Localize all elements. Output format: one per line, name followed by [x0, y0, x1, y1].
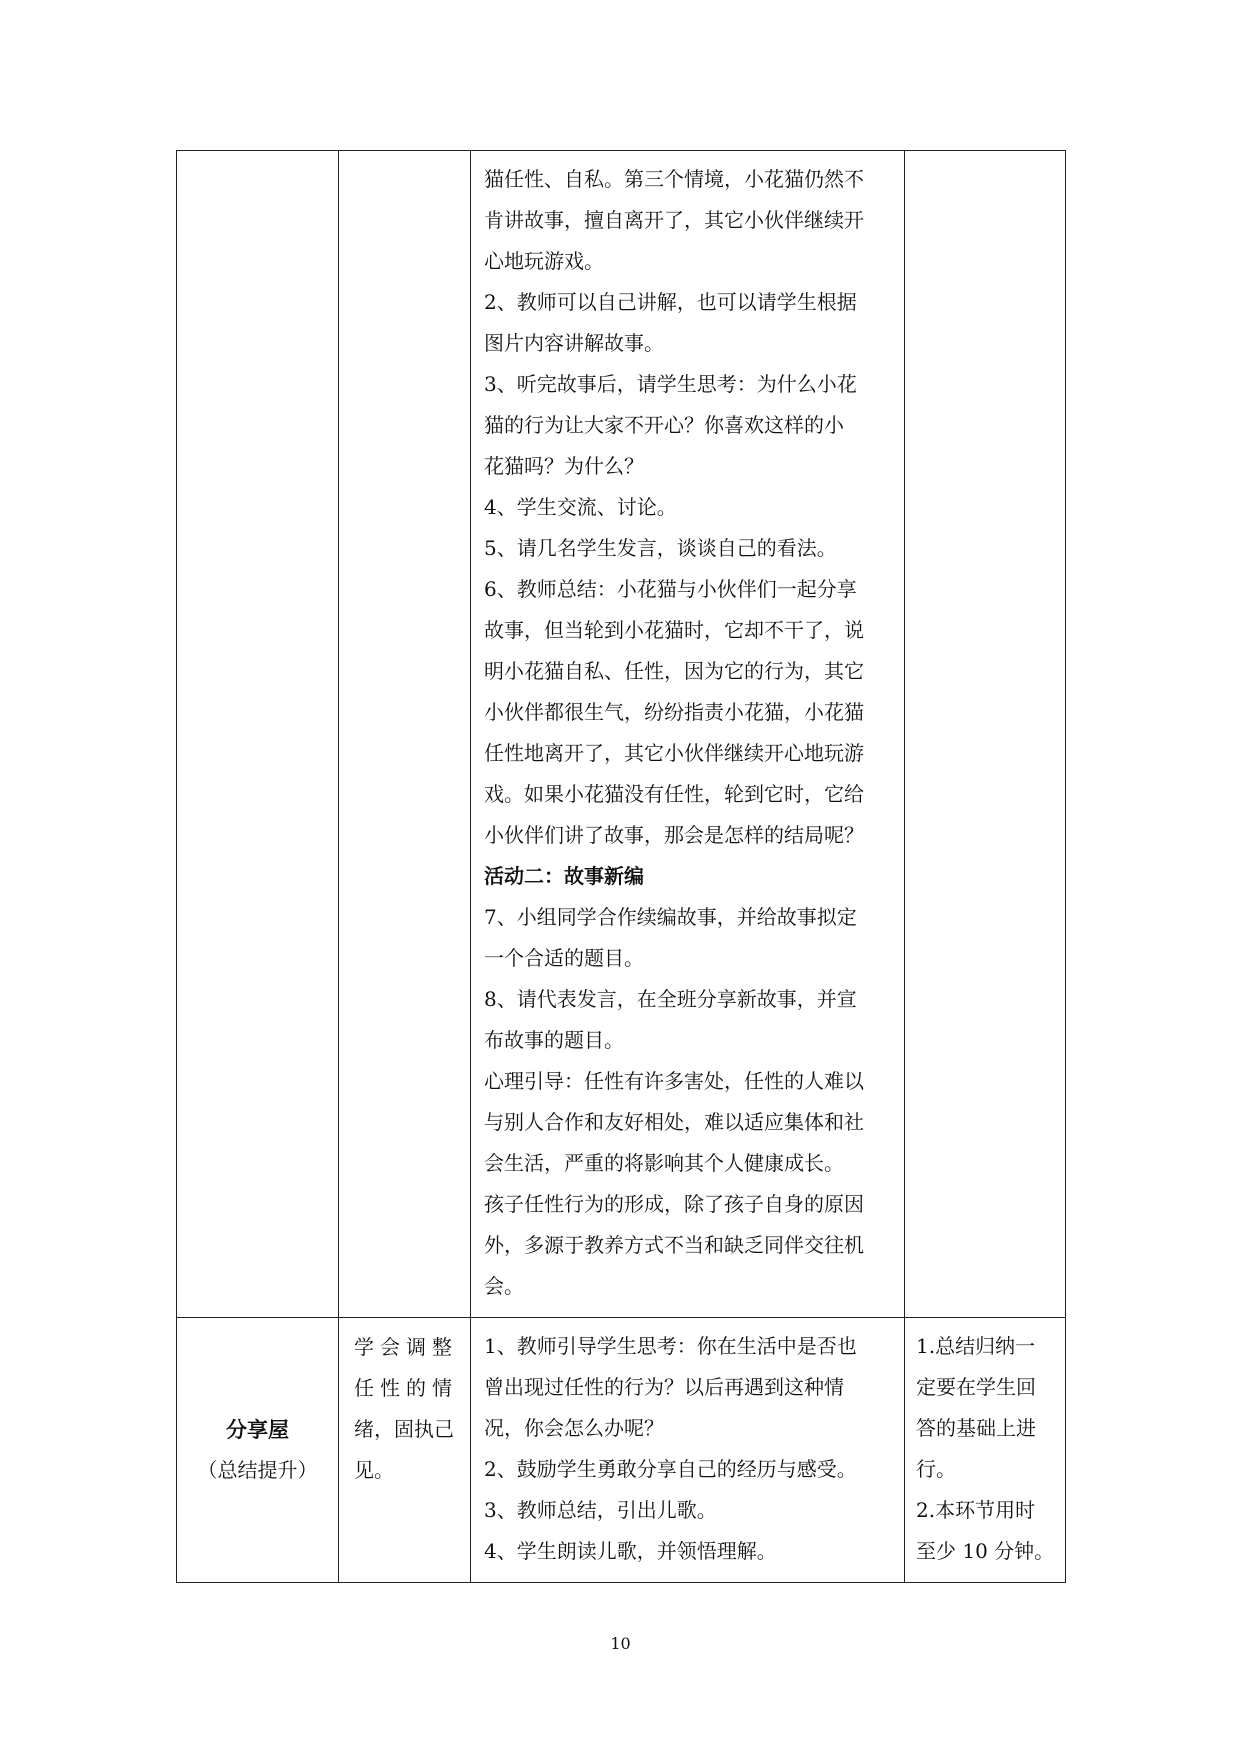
- activity-line: 布故事的题目。: [484, 1028, 624, 1052]
- table-row-continued-activity: [177, 151, 1066, 1318]
- note-line: 至少 10 分钟。: [916, 1539, 1055, 1563]
- note-line: 1.总结归纳一: [916, 1334, 1036, 1358]
- activity-cell: [471, 1318, 905, 1583]
- activity-line: 肯讲故事，擅自离开了，其它小伙伴继续开: [484, 208, 864, 232]
- activity-line: 故事，但当轮到小花猫时，它却不干了，说: [484, 618, 864, 642]
- goal-line: 学会调整: [354, 1335, 458, 1359]
- stage-cell: [177, 1318, 339, 1583]
- activity-line: 会生活，严重的将影响其个人健康成长。: [484, 1151, 844, 1175]
- note-line: 定要在学生回: [916, 1375, 1036, 1399]
- table-row-share-house: [177, 1318, 1066, 1583]
- activity-line: 猫任性、自私。第三个情境，小花猫仍然不: [484, 167, 864, 191]
- goal-line: 见。: [354, 1458, 394, 1482]
- activity-line: 任性地离开了，其它小伙伴继续开心地玩游: [484, 741, 864, 765]
- activity-line: 1、教师引导学生思考：你在生活中是否也: [484, 1334, 857, 1358]
- activity-line: 5、请几名学生发言，谈谈自己的看法。: [484, 536, 837, 560]
- activity2-heading: 活动二：故事新编: [484, 864, 644, 888]
- activity-line: 3、教师总结，引出儿歌。: [484, 1498, 717, 1522]
- stage-cell-empty: [177, 151, 339, 1318]
- activity-line: 6、教师总结：小花猫与小伙伴们一起分享: [484, 577, 857, 601]
- goal-line: 任性的情: [354, 1376, 458, 1400]
- activity-line: 小伙伴们讲了故事，那会是怎样的结局呢？: [484, 823, 864, 847]
- activity-line: 猫的行为让大家不开心？你喜欢这样的小: [484, 413, 844, 437]
- activity-line: 7、小组同学合作续编故事，并给故事拟定: [484, 905, 857, 929]
- activity-line: 图片内容讲解故事。: [484, 331, 664, 355]
- activity-line: 心理引导：任性有许多害处，任性的人难以: [484, 1069, 864, 1093]
- activity-line: 小伙伴都很生气，纷纷指责小花猫，小花猫: [484, 700, 864, 724]
- activity-line: 4、学生交流、讨论。: [484, 495, 677, 519]
- activity-line: 3、听完故事后，请学生思考：为什么小花: [484, 372, 857, 396]
- activity-line: 孩子任性行为的形成，除了孩子自身的原因: [484, 1192, 864, 1216]
- notes-cell-empty: [905, 151, 1066, 1318]
- activity-line: 花猫吗？为什么？: [484, 454, 644, 478]
- notes-cell: [905, 1318, 1066, 1583]
- activity-line: 明小花猫自私、任性，因为它的行为，其它: [484, 659, 864, 683]
- activity-line: 外，多源于教养方式不当和缺乏同伴交往机: [484, 1233, 864, 1257]
- goal-cell: [339, 1318, 471, 1583]
- lesson-plan-table: [176, 150, 1066, 1583]
- stage-title: 分享屋: [226, 1418, 289, 1442]
- goal-line: 绪，固执己: [354, 1417, 454, 1441]
- activity-line: 会。: [484, 1274, 524, 1298]
- stage-subtitle: （总结提升）: [197, 1458, 318, 1482]
- page-number: 10: [610, 1634, 631, 1653]
- activity-line: 戏。如果小花猫没有任性，轮到它时，它给: [484, 782, 864, 806]
- activity-line: 4、学生朗读儿歌，并领悟理解。: [484, 1539, 777, 1563]
- activity-line: 8、请代表发言，在全班分享新故事，并宣: [484, 987, 857, 1011]
- activity-line: 2、鼓励学生勇敢分享自己的经历与感受。: [484, 1457, 857, 1481]
- note-line: 行。: [916, 1457, 956, 1481]
- activity-line: 一个合适的题目。: [484, 946, 644, 970]
- activity-line: 与别人合作和友好相处，难以适应集体和社: [484, 1110, 864, 1134]
- activity-line: 曾出现过任性的行为？以后再遇到这种情: [484, 1375, 844, 1399]
- note-line: 2.本环节用时: [916, 1498, 1036, 1522]
- note-line: 答的基础上进: [916, 1416, 1036, 1440]
- goal-cell-empty: [339, 151, 471, 1318]
- activity-line: 2、教师可以自己讲解，也可以请学生根据: [484, 290, 857, 314]
- activity-line: 况，你会怎么办呢？: [484, 1416, 664, 1440]
- activity-line: 心地玩游戏。: [484, 249, 604, 273]
- activity-cell: [471, 151, 905, 1318]
